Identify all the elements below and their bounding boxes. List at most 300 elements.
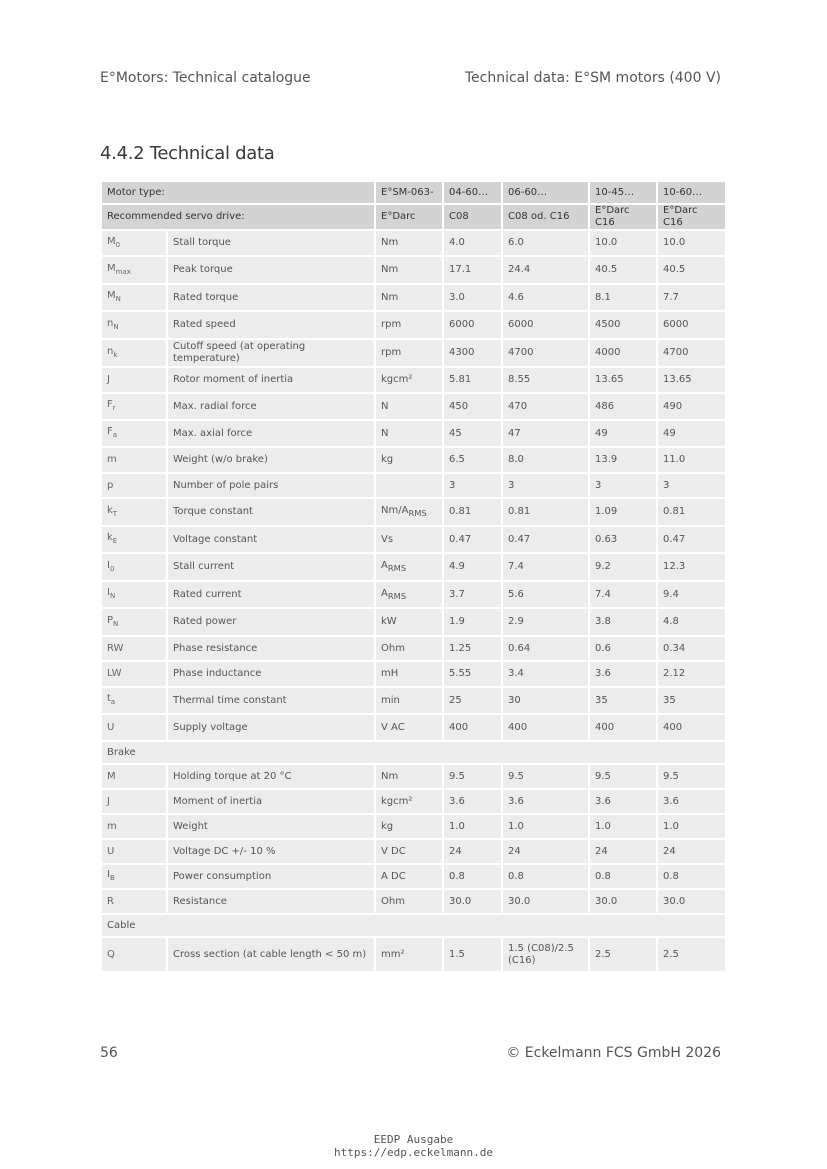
parameter-cell: Max. radial force bbox=[167, 393, 375, 420]
value-cell: 3.8 bbox=[589, 608, 657, 636]
unit-subscript: RMS bbox=[387, 563, 407, 573]
symbol-cell bbox=[101, 447, 167, 473]
unit: A bbox=[381, 587, 388, 599]
value-cell: 24 bbox=[443, 839, 502, 864]
parameter-cell: Resistance bbox=[167, 889, 375, 914]
unit-cell bbox=[375, 661, 443, 687]
symbol: J bbox=[107, 795, 110, 807]
value-cell: 12.3 bbox=[657, 553, 726, 581]
parameter-cell: Weight bbox=[167, 814, 375, 839]
symbol-cell bbox=[101, 230, 167, 256]
value-cell: 0.81 bbox=[657, 498, 726, 526]
value-cell: 4000 bbox=[589, 339, 657, 367]
unit: N bbox=[381, 400, 389, 412]
value-cell: 40.5 bbox=[589, 256, 657, 284]
symbol-subscript: a bbox=[110, 698, 116, 706]
unit-cell bbox=[375, 339, 443, 367]
value-cell: 30.0 bbox=[589, 889, 657, 914]
copyright-notice: © Eckelmann FCS GmbH 2026 bbox=[506, 1045, 721, 1061]
value-cell: 9.4 bbox=[657, 581, 726, 608]
value-cell: 4.0 bbox=[443, 230, 502, 256]
unit: A bbox=[381, 560, 388, 571]
symbol-subscript: N bbox=[109, 592, 116, 600]
value-cell: 3 bbox=[589, 473, 657, 498]
table-row bbox=[101, 814, 726, 839]
symbol: M bbox=[107, 235, 116, 247]
value-cell: 6.5 bbox=[443, 447, 502, 473]
value-cell: 8.55 bbox=[502, 367, 589, 393]
unit: kg bbox=[381, 820, 394, 832]
unit-subscript: RMS bbox=[387, 590, 407, 601]
symbol-cell bbox=[101, 839, 167, 864]
unit: Nm/A bbox=[381, 505, 409, 516]
value-cell: 2.9 bbox=[502, 608, 589, 636]
unit-cell bbox=[375, 311, 443, 339]
symbol: M bbox=[107, 290, 116, 301]
symbol: Q bbox=[107, 948, 115, 960]
unit: Nm bbox=[381, 264, 399, 275]
unit: kgcm² bbox=[381, 374, 413, 385]
unit-cell bbox=[375, 889, 443, 914]
unit-cell bbox=[375, 367, 443, 393]
value-cell: 4300 bbox=[443, 339, 502, 367]
table-row bbox=[101, 864, 726, 889]
parameter-cell: Voltage constant bbox=[167, 526, 375, 553]
parameter-cell: Power consumption bbox=[167, 864, 375, 889]
table-row bbox=[101, 447, 726, 473]
symbol-cell bbox=[101, 420, 167, 447]
table-row bbox=[101, 420, 726, 447]
value-cell: 6000 bbox=[443, 311, 502, 339]
value-cell: 7.4 bbox=[589, 581, 657, 608]
value-cell: 9.5 bbox=[657, 764, 726, 789]
value-cell: 3.6 bbox=[443, 789, 502, 814]
table-row bbox=[101, 284, 726, 311]
unit: mm² bbox=[381, 948, 405, 960]
symbol: n bbox=[107, 317, 114, 329]
value-cell: 1.9 bbox=[443, 608, 502, 636]
table-row bbox=[101, 636, 726, 661]
value-cell: 4.6 bbox=[502, 284, 589, 311]
value-cell: 10.0 bbox=[589, 230, 657, 256]
value-cell: 400 bbox=[443, 714, 502, 741]
symbol-subscript: E bbox=[112, 537, 118, 545]
value-cell: 9.2 bbox=[589, 553, 657, 581]
unit: kgcm² bbox=[381, 795, 413, 807]
header-cell: E°Darc C16 bbox=[589, 204, 657, 230]
table-row bbox=[101, 367, 726, 393]
value-cell: 24.4 bbox=[502, 256, 589, 284]
unit-cell bbox=[375, 553, 443, 581]
symbol-cell bbox=[101, 339, 167, 367]
value-cell: 400 bbox=[657, 714, 726, 741]
parameter-cell: Moment of inertia bbox=[167, 789, 375, 814]
value-cell: 8.1 bbox=[589, 284, 657, 311]
value-cell: 2.5 bbox=[657, 937, 726, 972]
value-cell: 490 bbox=[657, 393, 726, 420]
value-cell: 49 bbox=[657, 420, 726, 447]
value-cell: 400 bbox=[502, 714, 589, 741]
value-cell: 1.25 bbox=[443, 636, 502, 661]
parameter-cell: Holding torque at 20 °C bbox=[167, 764, 375, 789]
symbol-cell bbox=[101, 661, 167, 687]
value-cell: 3.6 bbox=[657, 789, 726, 814]
value-cell: 0.8 bbox=[443, 864, 502, 889]
symbol-cell bbox=[101, 393, 167, 420]
symbol-cell bbox=[101, 498, 167, 526]
value-cell: 486 bbox=[589, 393, 657, 420]
symbol-subscript: a bbox=[112, 431, 118, 439]
table-row bbox=[101, 764, 726, 789]
unit-cell bbox=[375, 687, 443, 714]
value-cell: 35 bbox=[589, 687, 657, 714]
unit-cell bbox=[375, 864, 443, 889]
unit-cell bbox=[375, 839, 443, 864]
value-cell: 24 bbox=[502, 839, 589, 864]
value-cell: 3.4 bbox=[502, 661, 589, 687]
symbol: I bbox=[107, 559, 110, 571]
symbol-subscript: N bbox=[113, 619, 119, 628]
value-cell: 2.5 bbox=[589, 937, 657, 972]
unit: V DC bbox=[381, 845, 406, 857]
footer-note-title: EEDP Ausgabe bbox=[373, 1133, 454, 1146]
header-cell: E°SM-063- bbox=[375, 181, 443, 204]
table-row bbox=[101, 714, 726, 741]
symbol-subscript: N bbox=[113, 322, 119, 331]
symbol: U bbox=[107, 845, 115, 857]
section-row bbox=[101, 914, 726, 937]
header-cell: C08 bbox=[443, 204, 502, 230]
symbol-cell bbox=[101, 581, 167, 608]
value-cell: 0.34 bbox=[657, 636, 726, 661]
parameter-cell: Cross section (at cable length < 50 m) bbox=[167, 937, 375, 972]
value-cell: 470 bbox=[502, 393, 589, 420]
value-cell: 0.8 bbox=[657, 864, 726, 889]
value-cell: 4.9 bbox=[443, 553, 502, 581]
unit-cell bbox=[375, 526, 443, 553]
value-cell: 9.5 bbox=[589, 764, 657, 789]
symbol-cell bbox=[101, 814, 167, 839]
unit-cell bbox=[375, 284, 443, 311]
unit: Nm bbox=[381, 237, 399, 248]
page-number: 56 bbox=[100, 1045, 118, 1061]
value-cell: 1.0 bbox=[657, 814, 726, 839]
parameter-cell: Rated speed bbox=[167, 311, 375, 339]
table-row bbox=[101, 526, 726, 553]
value-cell: 1.0 bbox=[502, 814, 589, 839]
header-cell: 04-60… bbox=[443, 181, 502, 204]
parameter-cell: Rated current bbox=[167, 581, 375, 608]
header-label: Recommended servo drive: bbox=[101, 204, 375, 230]
unit: Vs bbox=[381, 533, 394, 545]
symbol-cell bbox=[101, 256, 167, 284]
symbol: p bbox=[107, 479, 114, 491]
parameter-cell: Stall current bbox=[167, 553, 375, 581]
table-row bbox=[101, 498, 726, 526]
table-row bbox=[101, 937, 726, 972]
value-cell: 5.55 bbox=[443, 661, 502, 687]
section-row bbox=[101, 741, 726, 764]
unit-cell bbox=[375, 393, 443, 420]
parameter-cell: Phase resistance bbox=[167, 636, 375, 661]
symbol-cell bbox=[101, 367, 167, 393]
value-cell: 0.81 bbox=[502, 498, 589, 526]
table-row bbox=[101, 661, 726, 687]
table-row bbox=[101, 230, 726, 256]
value-cell: 3 bbox=[657, 473, 726, 498]
value-cell: 4700 bbox=[657, 339, 726, 367]
unit-cell bbox=[375, 814, 443, 839]
footer-note bbox=[0, 1133, 827, 1159]
value-cell: 24 bbox=[589, 839, 657, 864]
symbol-subscript: B bbox=[109, 874, 115, 882]
unit-cell bbox=[375, 581, 443, 608]
unit-cell bbox=[375, 473, 443, 498]
footer-note-url: https://edp.eckelmann.de bbox=[334, 1146, 493, 1159]
parameter-cell: Rated power bbox=[167, 608, 375, 636]
symbol-subscript: r bbox=[112, 404, 116, 412]
table-header-row bbox=[101, 181, 726, 204]
unit: mH bbox=[381, 668, 399, 679]
value-cell: 0.8 bbox=[502, 864, 589, 889]
unit-cell bbox=[375, 420, 443, 447]
header-cell: C08 od. C16 bbox=[502, 204, 589, 230]
section-label: Brake bbox=[101, 741, 726, 764]
value-cell: 13.65 bbox=[589, 367, 657, 393]
value-cell: 6.0 bbox=[502, 230, 589, 256]
section-heading: 4.4.2 Technical data bbox=[100, 143, 275, 164]
value-cell: 0.81 bbox=[443, 498, 502, 526]
unit-subscript: RMS bbox=[408, 508, 427, 518]
symbol: J bbox=[107, 374, 110, 385]
symbol: k bbox=[107, 504, 113, 516]
value-cell: 5.81 bbox=[443, 367, 502, 393]
symbol: RW bbox=[107, 642, 124, 654]
value-cell: 10.0 bbox=[657, 230, 726, 256]
parameter-cell: Supply voltage bbox=[167, 714, 375, 741]
symbol: LW bbox=[107, 668, 122, 679]
value-cell: 49 bbox=[589, 420, 657, 447]
table-row bbox=[101, 311, 726, 339]
symbol-cell bbox=[101, 608, 167, 636]
parameter-cell: Peak torque bbox=[167, 256, 375, 284]
unit-cell bbox=[375, 256, 443, 284]
table-row bbox=[101, 889, 726, 914]
symbol-subscript: T bbox=[112, 509, 118, 518]
value-cell: 4700 bbox=[502, 339, 589, 367]
symbol: m bbox=[107, 820, 117, 832]
unit: kg bbox=[381, 454, 394, 465]
unit: rpm bbox=[381, 347, 402, 358]
value-cell: 0.63 bbox=[589, 526, 657, 553]
value-cell: 4.8 bbox=[657, 608, 726, 636]
value-cell: 0.64 bbox=[502, 636, 589, 661]
value-cell: 30.0 bbox=[502, 889, 589, 914]
value-cell: 3.6 bbox=[589, 789, 657, 814]
header-cell: E°Darc bbox=[375, 204, 443, 230]
value-cell: 3.6 bbox=[589, 661, 657, 687]
unit-cell bbox=[375, 498, 443, 526]
value-cell: 13.9 bbox=[589, 447, 657, 473]
header-cell: 10-60… bbox=[657, 181, 726, 204]
table-row bbox=[101, 553, 726, 581]
value-cell: 9.5 bbox=[502, 764, 589, 789]
unit-cell bbox=[375, 937, 443, 972]
symbol-cell bbox=[101, 764, 167, 789]
value-cell: 7.4 bbox=[502, 553, 589, 581]
value-cell: 45 bbox=[443, 420, 502, 447]
unit: min bbox=[381, 694, 400, 706]
value-cell: 6000 bbox=[657, 311, 726, 339]
value-cell: 11.0 bbox=[657, 447, 726, 473]
value-cell: 1.09 bbox=[589, 498, 657, 526]
symbol: R bbox=[107, 895, 114, 907]
value-cell: 30.0 bbox=[443, 889, 502, 914]
table-header-row bbox=[101, 204, 726, 230]
parameter-cell: Max. axial force bbox=[167, 420, 375, 447]
value-cell: 3 bbox=[502, 473, 589, 498]
symbol-cell bbox=[101, 636, 167, 661]
symbol-cell bbox=[101, 789, 167, 814]
symbol: M bbox=[107, 262, 116, 274]
unit-cell bbox=[375, 608, 443, 636]
symbol-cell bbox=[101, 889, 167, 914]
value-cell: 35 bbox=[657, 687, 726, 714]
unit-cell bbox=[375, 447, 443, 473]
value-cell: 0.47 bbox=[502, 526, 589, 553]
symbol-cell bbox=[101, 473, 167, 498]
symbol: P bbox=[107, 614, 114, 626]
table-row bbox=[101, 393, 726, 420]
value-cell: 1.0 bbox=[589, 814, 657, 839]
value-cell: 40.5 bbox=[657, 256, 726, 284]
symbol-subscript: 0 bbox=[115, 240, 121, 249]
table-row bbox=[101, 256, 726, 284]
value-cell: 3.7 bbox=[443, 581, 502, 608]
symbol-cell bbox=[101, 937, 167, 972]
unit-cell bbox=[375, 230, 443, 256]
unit: Nm bbox=[381, 291, 399, 303]
symbol: t bbox=[107, 693, 111, 704]
symbol: U bbox=[107, 721, 115, 733]
value-cell: 25 bbox=[443, 687, 502, 714]
value-cell: 24 bbox=[657, 839, 726, 864]
symbol: I bbox=[107, 587, 110, 598]
table-row bbox=[101, 339, 726, 367]
symbol-subscript: max bbox=[115, 267, 131, 276]
unit: Ohm bbox=[381, 895, 405, 907]
value-cell: 450 bbox=[443, 393, 502, 420]
unit: rpm bbox=[381, 319, 402, 330]
symbol-subscript: N bbox=[115, 295, 121, 303]
value-cell: 0.6 bbox=[589, 636, 657, 661]
value-cell: 400 bbox=[589, 714, 657, 741]
header-section-title: Technical data: E°SM motors (400 V) bbox=[464, 70, 721, 86]
value-cell: 2.12 bbox=[657, 661, 726, 687]
value-cell: 47 bbox=[502, 420, 589, 447]
symbol: F bbox=[107, 399, 113, 410]
value-cell: 13.65 bbox=[657, 367, 726, 393]
parameter-cell: Number of pole pairs bbox=[167, 473, 375, 498]
symbol: I bbox=[107, 869, 110, 880]
symbol: n bbox=[107, 345, 114, 357]
symbol: m bbox=[107, 454, 117, 465]
symbol: k bbox=[107, 532, 113, 543]
header-label: Motor type: bbox=[101, 181, 375, 204]
symbol-cell bbox=[101, 311, 167, 339]
value-cell: 17.1 bbox=[443, 256, 502, 284]
unit: kW bbox=[381, 616, 397, 627]
value-cell: 6000 bbox=[502, 311, 589, 339]
unit: Nm bbox=[381, 770, 399, 782]
header-cell: 10-45… bbox=[589, 181, 657, 204]
parameter-cell: Weight (w/o brake) bbox=[167, 447, 375, 473]
parameter-cell: Phase inductance bbox=[167, 661, 375, 687]
technical-data-table bbox=[100, 180, 727, 973]
symbol: M bbox=[107, 770, 116, 782]
parameter-cell: Thermal time constant bbox=[167, 687, 375, 714]
header-catalogue-title: E°Motors: Technical catalogue bbox=[100, 70, 311, 86]
value-cell: 8.0 bbox=[502, 447, 589, 473]
parameter-cell: Stall torque bbox=[167, 230, 375, 256]
value-cell: 4500 bbox=[589, 311, 657, 339]
value-cell: 9.5 bbox=[443, 764, 502, 789]
unit-cell bbox=[375, 636, 443, 661]
unit: A DC bbox=[381, 870, 406, 882]
value-cell: 1.5 (C08)/2.5 (C16) bbox=[502, 937, 589, 972]
unit-cell bbox=[375, 764, 443, 789]
header-cell: E°Darc C16 bbox=[657, 204, 726, 230]
value-cell: 0.47 bbox=[657, 526, 726, 553]
parameter-cell: Rotor moment of inertia bbox=[167, 367, 375, 393]
value-cell: 5.6 bbox=[502, 581, 589, 608]
value-cell: 3.6 bbox=[502, 789, 589, 814]
symbol-cell bbox=[101, 553, 167, 581]
value-cell: 0.47 bbox=[443, 526, 502, 553]
value-cell: 30 bbox=[502, 687, 589, 714]
header-cell: 06-60… bbox=[502, 181, 589, 204]
symbol-subscript: 0 bbox=[109, 564, 115, 573]
table-row bbox=[101, 789, 726, 814]
table-row bbox=[101, 473, 726, 498]
symbol: F bbox=[107, 426, 113, 437]
parameter-cell: Cutoff speed (at operating temperature) bbox=[167, 339, 375, 367]
value-cell: 1.0 bbox=[443, 814, 502, 839]
symbol-cell bbox=[101, 714, 167, 741]
symbol-subscript: k bbox=[113, 350, 118, 359]
unit: V AC bbox=[381, 721, 405, 733]
unit-cell bbox=[375, 789, 443, 814]
table-row bbox=[101, 581, 726, 608]
symbol-cell bbox=[101, 526, 167, 553]
table-row bbox=[101, 687, 726, 714]
value-cell: 1.5 bbox=[443, 937, 502, 972]
unit-cell bbox=[375, 714, 443, 741]
parameter-cell: Torque constant bbox=[167, 498, 375, 526]
section-label: Cable bbox=[101, 914, 726, 937]
parameter-cell: Rated torque bbox=[167, 284, 375, 311]
value-cell: 0.8 bbox=[589, 864, 657, 889]
table-row bbox=[101, 839, 726, 864]
value-cell: 30.0 bbox=[657, 889, 726, 914]
unit: Ohm bbox=[381, 642, 405, 654]
symbol-cell bbox=[101, 687, 167, 714]
symbol-cell bbox=[101, 284, 167, 311]
value-cell: 7.7 bbox=[657, 284, 726, 311]
value-cell: 3.0 bbox=[443, 284, 502, 311]
symbol-cell bbox=[101, 864, 167, 889]
unit: N bbox=[381, 427, 389, 439]
